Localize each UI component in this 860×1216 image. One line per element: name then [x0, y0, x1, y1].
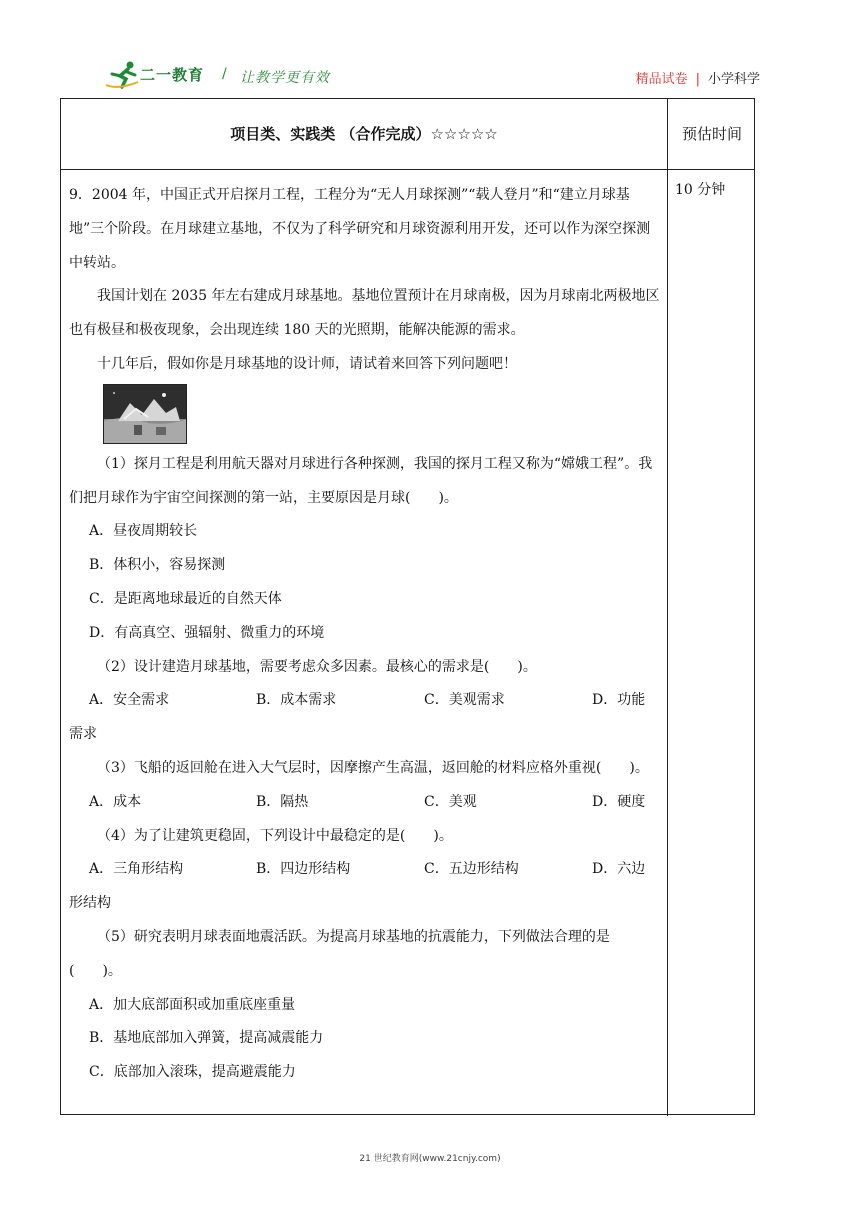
q5-option-a: A．加大底部面积或加重底座重量 [89, 996, 296, 1013]
logo-text: 二一教育 [140, 66, 205, 84]
q3-option-c: C．美观 [424, 793, 477, 810]
q5-option-b: B．基地底部加入弹簧，提高减震能力 [89, 1030, 324, 1047]
intro-paragraph-3: 十几年后，假如你是月球基地的设计师，请试着来回答下列问题吧！ [97, 355, 517, 372]
column-divider [667, 99, 668, 1116]
row-divider [61, 169, 754, 170]
question-5: （5）研究表明月球表面地震活跃。为提高月球基地的抗震能力，下列做法合理的是( )。 [69, 928, 610, 979]
brand-subject: 小学科学 [707, 72, 760, 87]
header-slash: / [222, 66, 227, 82]
slogan: 让教学更有效 [240, 70, 330, 86]
q3-option-b: B．隔热 [256, 793, 309, 810]
question-2: （2）设计建造月球基地，需要考虑众多因素。最核心的需求是( )。 [97, 658, 537, 675]
runner-logo-icon [104, 60, 144, 90]
page-footer: 21 世纪教育网(www.21cnjy.com) [359, 1154, 501, 1164]
q4-options [69, 853, 661, 887]
q5-option-c: C．底部加入滚珠，提高避震能力 [89, 1064, 296, 1081]
q4-option-a: A．三角形结构 [89, 861, 184, 878]
question-3: （3）飞船的返回舱在进入大气层时，因摩擦产生高温，返回舱的材料应格外重视( )。 [97, 759, 649, 776]
time-value: 10 分钟 [675, 182, 726, 198]
moon-base-photo [103, 384, 187, 444]
q2-option-b: B．成本需求 [256, 692, 337, 709]
q3-options [69, 786, 661, 820]
brand-premium: 精品试卷 [635, 72, 688, 87]
q1-option-a: A．昼夜周期较长 [89, 523, 198, 540]
q1-option-b: B．体积小，容易探测 [89, 557, 226, 574]
q3-option-a: A．成本 [89, 793, 142, 810]
brand-separator: | [695, 72, 700, 87]
q4-option-b: B．四边形结构 [256, 861, 351, 878]
brand-tag [636, 68, 760, 87]
intro-paragraph-2: 我国计划在 2035 年左右建成月球基地。基地位置预计在月球南极，因为月球南北两极地区也有极昼和极夜现象，会出现连续 180 天的光照期，能解决能源的需求。 [69, 288, 660, 339]
q4-option-c: C．五边形结构 [424, 861, 519, 878]
q4-option-d-continued: 形结构 [69, 895, 111, 912]
table-title: 项目类、实践类 （合作完成）☆☆☆☆☆ [230, 125, 498, 143]
question-4: （4）为了让建筑更稳固，下列设计中最稳定的是( )。 [97, 827, 453, 844]
question-content [69, 179, 661, 1090]
time-header: 预估时间 [681, 125, 742, 143]
q2-option-c: C．美观需求 [424, 692, 505, 709]
question-table [60, 98, 755, 1115]
question-1: （1）探月工程是利用航天器对月球进行各种探测，我国的探月工程又称为“嫦娥工程”。我们把月球作为宇宙空间探测的第一站，主要原因是月球( )。 [69, 455, 653, 506]
moon-base-photo-art [104, 385, 187, 444]
q2-options [69, 684, 661, 718]
q2-option-d-continued: 需求 [69, 726, 97, 743]
q4-option-d: D．六边 [592, 861, 646, 878]
page-header [100, 58, 760, 98]
q1-option-c: C．是距离地球最近的自然天体 [89, 590, 282, 607]
intro-paragraph-1: 9．2004 年，中国正式开启探月工程，工程分为“无人月球探测”“载人登月”和“建立月球基地”三个阶段。在月球建立基地，不仅为了科学研究和月球资源利用开发，还可以作为深空探测中转站。 [69, 187, 651, 271]
q2-option-a: A．安全需求 [89, 692, 170, 709]
q2-option-d: D．功能 [592, 692, 646, 709]
q3-option-d: D．硬度 [592, 793, 646, 810]
q1-option-d: D．有高真空、强辐射、微重力的环境 [89, 624, 325, 641]
